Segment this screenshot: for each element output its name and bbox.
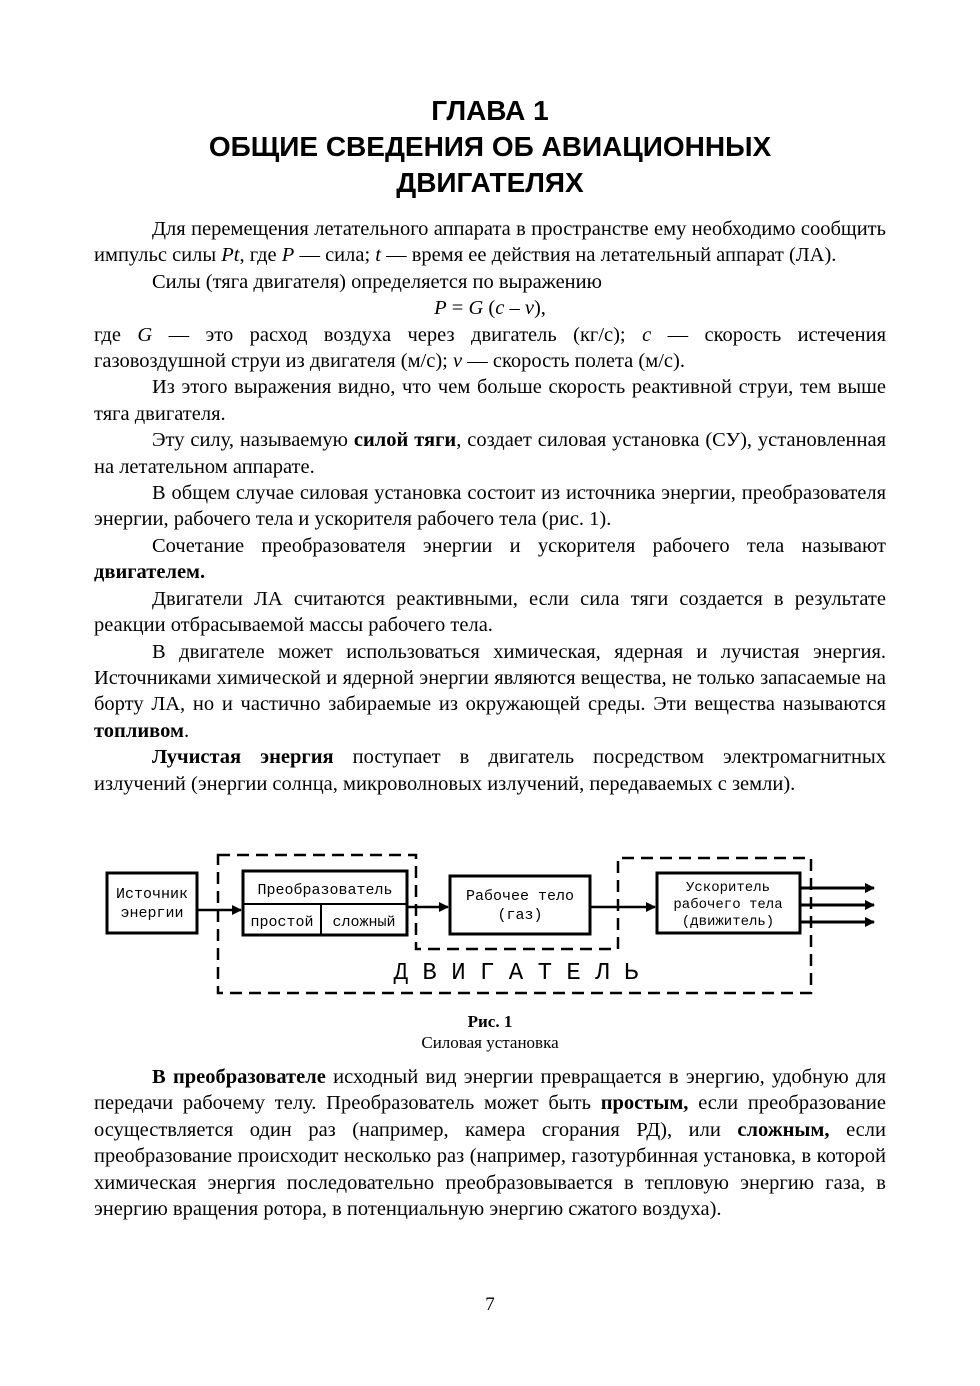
paragraph-jet-speed: Из этого выражения видно, что чем больше скорость реактивной струи, тем выше тяга двигателя. bbox=[94, 376, 886, 425]
working-body-label-1: Рабочее тело bbox=[465, 888, 575, 905]
body-text-bottom bbox=[94, 1064, 886, 1222]
energy-source-label-1: Источник bbox=[115, 886, 189, 903]
body-text-top bbox=[94, 216, 886, 797]
chapter-title-line1: ОБЩИЕ СВЕДЕНИЯ ОБ АВИАЦИОННЫХ bbox=[208, 131, 772, 162]
chapter-number: ГЛАВА 1 bbox=[431, 95, 549, 126]
paragraph-engine-definition: Сочетание преобразователя энергии и ускорителя рабочего тела называют двигателем. bbox=[94, 534, 886, 584]
paragraph-radiant-energy: Лучистая энергия поступает в двигатель посредством электромагнитных излучений (энергии солнца, микроволновых излучений, передаваемых с земли). bbox=[94, 746, 886, 795]
accelerator-label-2: рабочего тела bbox=[673, 897, 783, 913]
paragraph-impulse: Для перемещения летательного аппарата в пространстве ему необходимо сообщить импульс силы Pt, где P — сила; t — время ее действия на летательный аппарат (ЛА). bbox=[94, 218, 886, 267]
converter-complex-label: сложный bbox=[332, 914, 396, 931]
paragraph-reactive: Двигатели ЛА считаются реактивными, если сила тяги создается в результате реакции отбрасываемой массы рабочего тела. bbox=[94, 587, 886, 637]
accelerator-label-1: Ускоритель bbox=[685, 880, 771, 896]
paragraph-power-unit: В общем случае силовая установка состоит из источника энергии, преобразователя энергии, рабочего тела и ускорителя рабочего тела (рис. 1). bbox=[94, 482, 886, 531]
page-number: 7 bbox=[485, 1294, 495, 1315]
energy-source-box bbox=[107, 873, 197, 933]
thrust-formula: P = G (c – v), bbox=[434, 297, 546, 320]
chapter-title-line2: ДВИГАТЕЛЯХ bbox=[396, 167, 584, 198]
figure-label: Рис. 1 bbox=[467, 1012, 513, 1031]
paragraph-formula-legend: где G — это расход воздуха через двигатель (кг/с); c — скорость истечения газовоздушной струи из двигателя (м/с); v — скорость полета (м/с). bbox=[94, 323, 887, 373]
engine-label: Д В И Г А Т Е Л Ь bbox=[393, 960, 639, 987]
paragraph-converter: В преобразователе исходный вид энергии превращается в энергию, удобную для передачи рабочему телу. Преобразователь может быть простым, если преобразование осуществляется один раз (например, камера сгорания РД), или сложным, если преобразование происходит несколько раз (например, газотурбинная установка, в которой химическая энергия последовательно преобразовывается в тепловую энергию газа, в энергию вращения ротора, в потенциальную энергию сжатого воздуха). bbox=[94, 1066, 886, 1221]
converter-simple-label: простой bbox=[250, 914, 314, 931]
converter-label: Преобразователь bbox=[257, 882, 393, 899]
working-body-label-2: (газ) bbox=[497, 907, 543, 924]
paragraph-fuel: В двигателе может использоваться химическая, ядерная и лучистая энергия. Источниками химической и ядерной энергии являются вещества, не только запасаемые на борту ЛА, но и частично забираемые из окружающей среды. Эти вещества называются топливом. bbox=[94, 640, 886, 742]
accelerator-label-3: (движитель) bbox=[681, 914, 775, 930]
energy-source-label-2: энергии bbox=[120, 905, 184, 922]
figure-caption: Силовая установка bbox=[421, 1033, 559, 1052]
paragraph-thrust-intro: Силы (тяга двигателя) определяется по выражению bbox=[152, 270, 602, 293]
working-body-box bbox=[450, 876, 590, 934]
power-unit-diagram bbox=[100, 850, 880, 1005]
paragraph-thrust-force: Эту силу, называемую силой тяги, создает силовая установка (СУ), установленная на летательном аппарате. bbox=[94, 429, 886, 478]
